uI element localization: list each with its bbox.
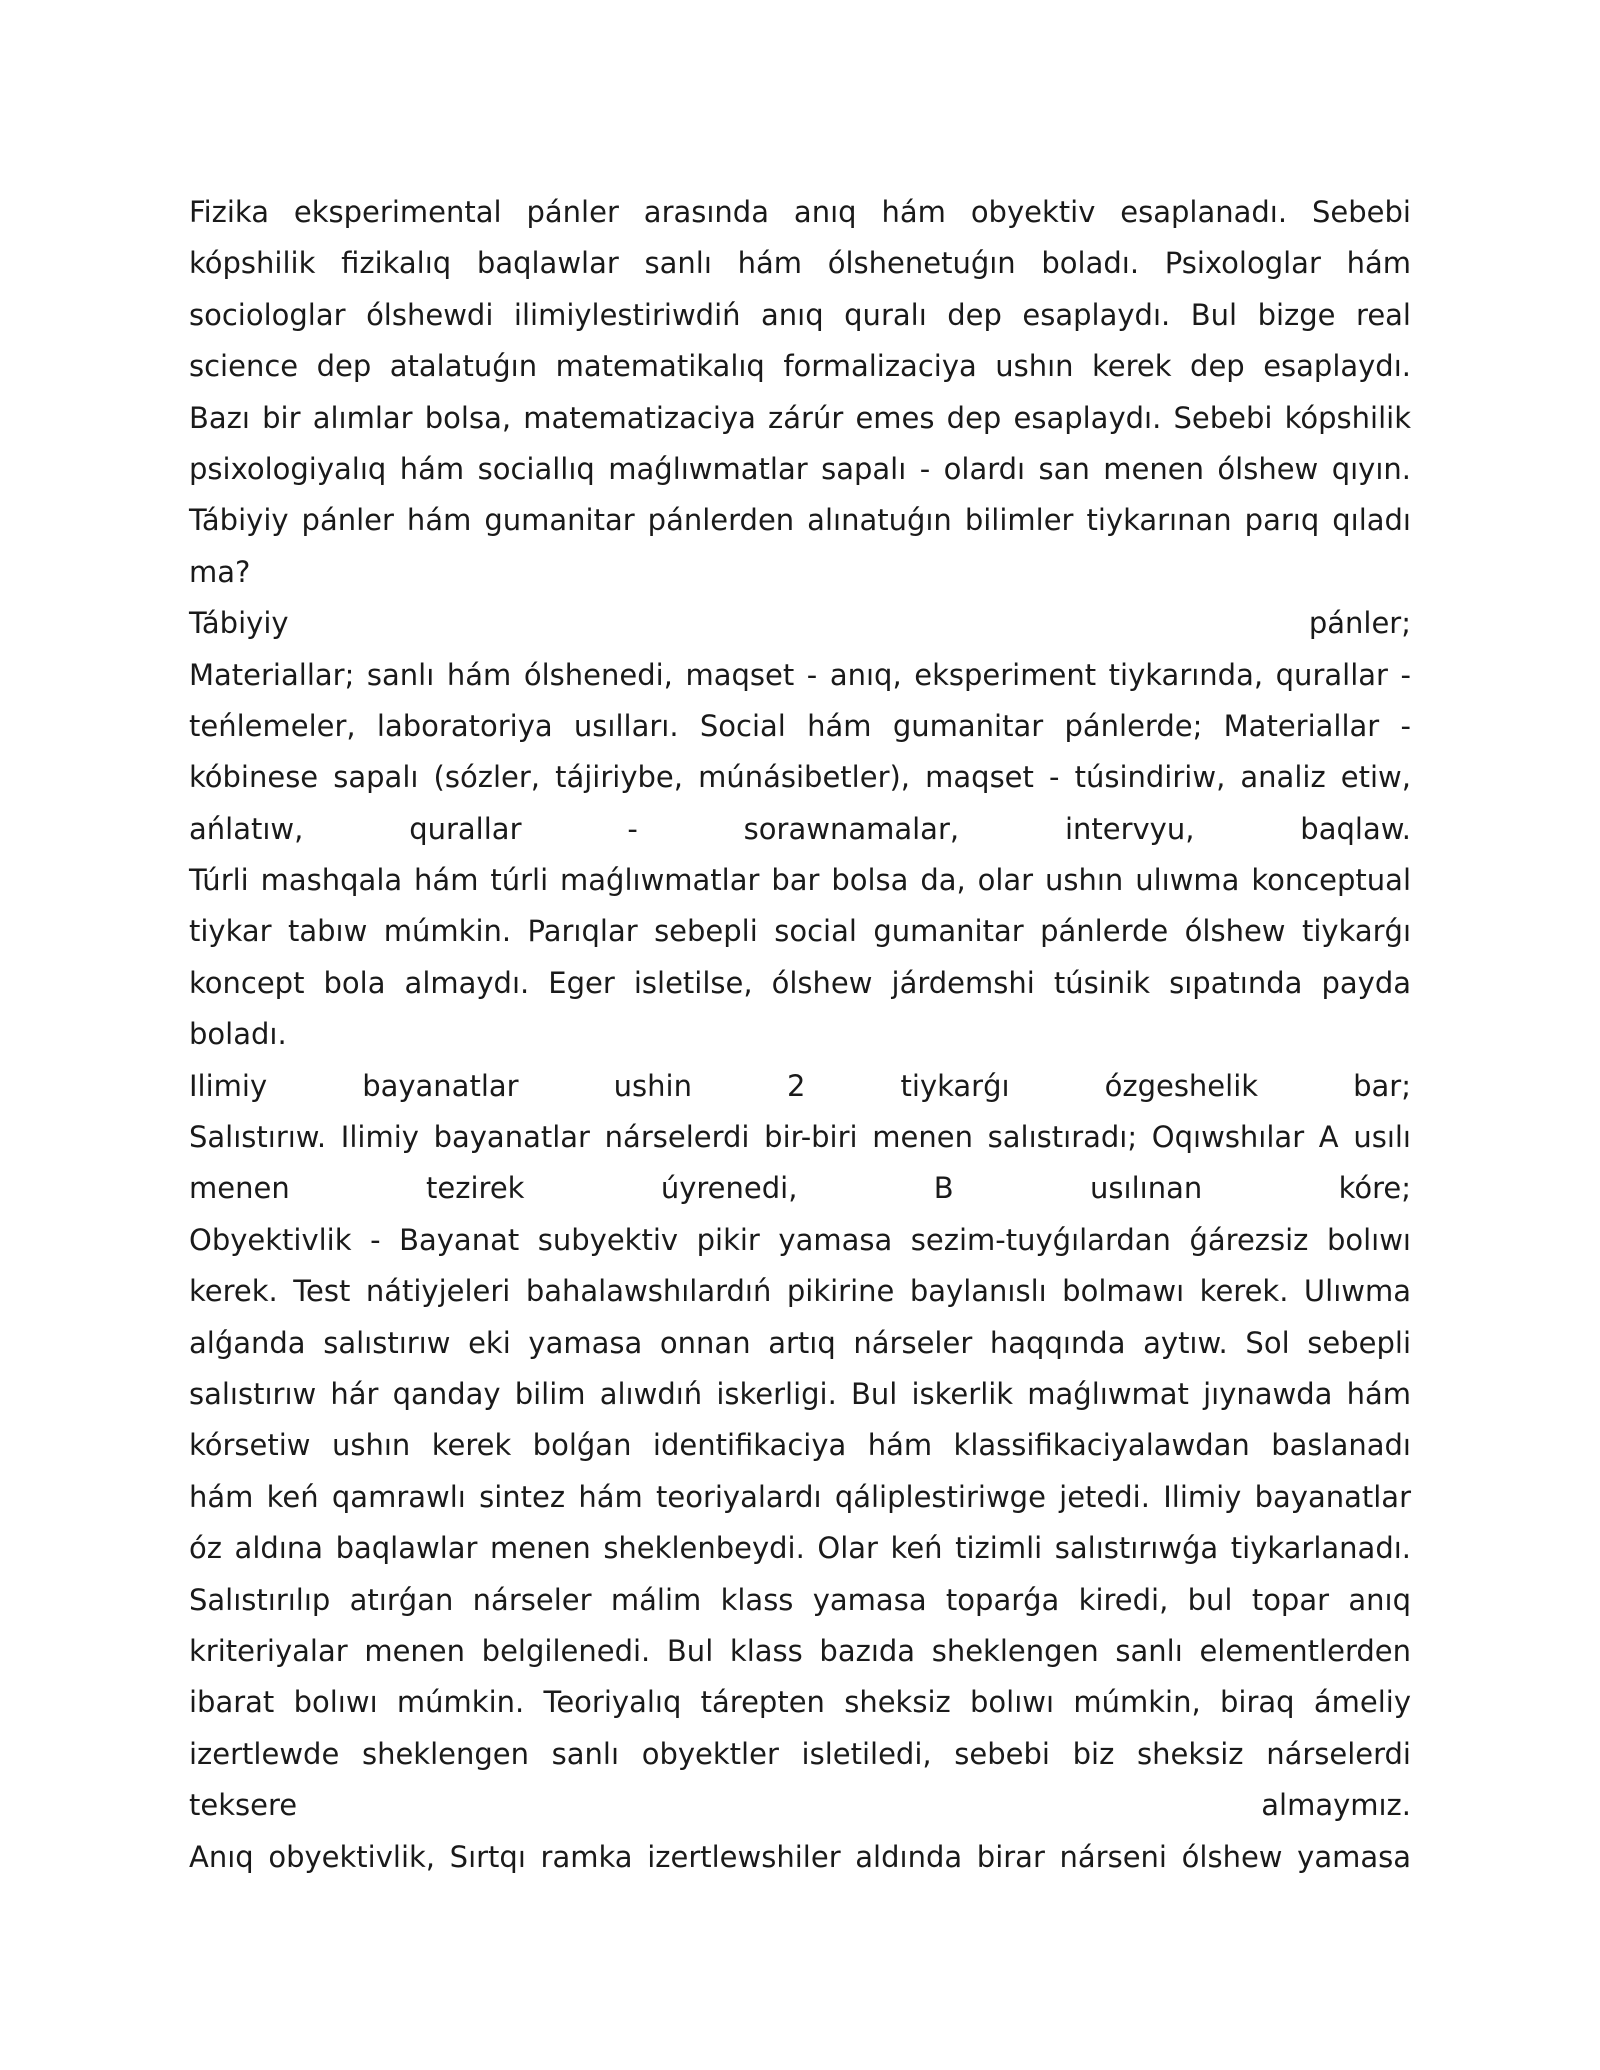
- text-line: Tábiyiy pánler hám gumanitar pánlerden alınatuǵın bilimler tiykarınan parıq qıladı: [189, 503, 1411, 538]
- text-line: science dep atalatuǵın matematikalıq formalizaciya ushın kerek dep esaplaydı.: [189, 349, 1411, 384]
- text-line: koncept bola almaydı. Eger isletilse, ólshew járdemshi túsinik sıpatında payda: [189, 965, 1411, 1000]
- text-line: ańlatıw, qurallar - sorawnamalar, intervyu, baqlaw.: [189, 811, 1411, 846]
- text-line: Salıstırıw. Ilimiy bayanatlar nárselerdi bir-biri menen salıstıradı; Oqıwshılar A usılı: [189, 1120, 1411, 1155]
- text-line: ma?: [189, 554, 251, 589]
- text-line: Obyektivlik - Bayanat subyektiv pikir yamasa sezim-tuyǵılardan ǵárezsiz bolıwı: [189, 1222, 1411, 1257]
- text-line: Túrli mashqala hám túrli maǵlıwmatlar bar bolsa da, olar ushın ulıwma konceptual: [189, 863, 1411, 898]
- text-line: Fizika eksperimental pánler arasında anıq hám obyektiv esaplanadı. Sebebi: [189, 195, 1411, 229]
- text-line: alǵanda salıstırıw eki yamasa onnan artıq nárseler haqqında aytıw. Sol sebepli: [189, 1325, 1411, 1360]
- text-line: Anıq obyektivlik, Sırtqı ramka izertlewshiler aldında birar nárseni ólshew yamasa: [189, 1839, 1411, 1874]
- text-line: psixologiyalıq hám sociallıq maǵlıwmatlar sapalı - olardı san menen ólshew qıyın.: [189, 451, 1411, 486]
- text-line: kópshilik fizikalıq baqlawlar sanlı hám ólshenetuǵın boladı. Psixologlar hám: [189, 246, 1411, 281]
- text-line: teksere almaymız.: [189, 1788, 1411, 1823]
- text-line: Tábiyiy pánler;: [189, 606, 1411, 641]
- text-line: salıstırıw hár qanday bilim alıwdıń iskerligi. Bul iskerlik maǵlıwmat jıynawda hám: [189, 1376, 1411, 1411]
- text-line: boladı.: [189, 1017, 287, 1052]
- text-line: óz aldına baqlawlar menen sheklenbeydi. Olar keń tizimli salıstırıwǵa tiykarlanadı.: [189, 1531, 1411, 1566]
- text-line: ibarat bolıwı múmkin. Teoriyalıq tárepten sheksiz bolıwı múmkin, biraq ámeliy: [189, 1685, 1411, 1720]
- text-line: Ilimiy bayanatlar ushin 2 tiykarǵı ózgeshelik bar;: [189, 1068, 1411, 1103]
- text-line: menen tezirek úyrenedi, B usılınan kóre;: [189, 1171, 1411, 1206]
- text-line: kóbinese sapalı (sózler, tájiriybe, múnásibetler), maqset - túsindiriw, analiz etiw,: [189, 760, 1411, 795]
- document-body: [189, 187, 1411, 1883]
- text-line: kriteriyalar menen belgilenedi. Bul klass bazıda sheklengen sanlı elementlerden: [189, 1633, 1411, 1668]
- text-line: Materiallar; sanlı hám ólshenedi, maqset - anıq, eksperiment tiykarında, qurallar -: [189, 657, 1411, 692]
- text-line: hám keń qamrawlı sintez hám teoriyalardı qáliplestiriwge jetedi. Ilimiy bayanatlar: [189, 1479, 1411, 1514]
- text-line: kerek. Test nátiyjeleri bahalawshılardıń pikirine baylanıslı bolmawı kerek. Ulıwma: [189, 1274, 1411, 1309]
- text-line: tiykar tabıw múmkin. Parıqlar sebepli social gumanitar pánlerde ólshew tiykarǵı: [189, 914, 1411, 949]
- text-line: kórsetiw ushın kerek bolǵan identifikaciya hám klassifikaciyalawdan baslanadı: [189, 1428, 1411, 1463]
- text-line: Salıstırılıp atırǵan nárseler málim klass yamasa toparǵa kiredi, bul topar anıq: [189, 1582, 1411, 1617]
- text-line: Bazı bir alımlar bolsa, matematizaciya zárúr emes dep esaplaydı. Sebebi kópshilik: [189, 400, 1411, 435]
- text-line: teńlemeler, laboratoriya usılları. Social hám gumanitar pánlerde; Materiallar -: [189, 708, 1411, 743]
- text-line: izertlewde sheklengen sanlı obyektler isletiledi, sebebi biz sheksiz nárselerdi: [189, 1736, 1411, 1771]
- text-line: sociologlar ólshewdi ilimiylestiriwdiń anıq quralı dep esaplaydı. Bul bizge real: [189, 297, 1411, 332]
